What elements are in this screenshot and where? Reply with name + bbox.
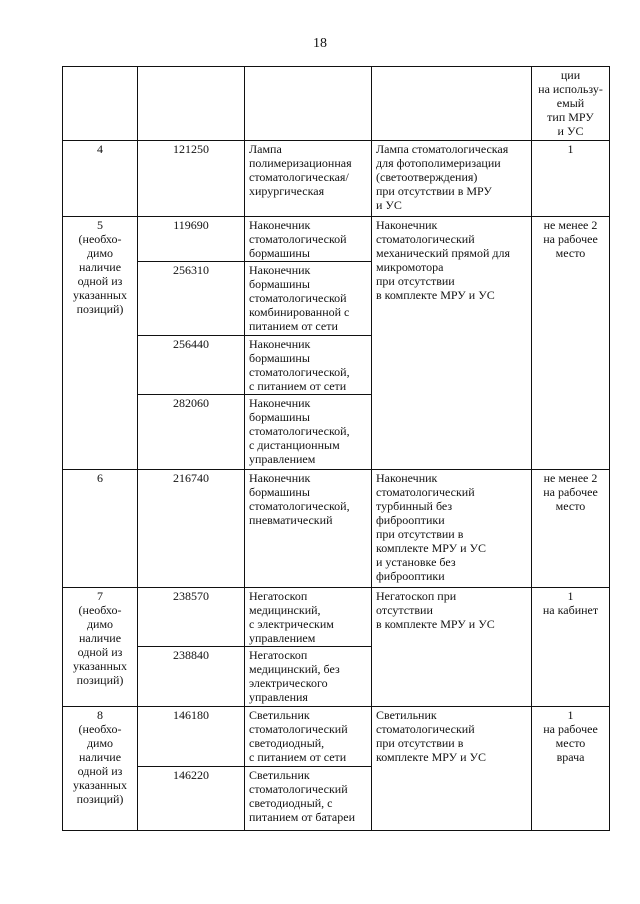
cell-quantity: не менее 2 на рабочее место [532,470,610,588]
cell-name: Негатоскоп медицинский, без электрического управления [245,647,372,707]
cell-quantity: не менее 2 на рабочее место [532,217,610,470]
cell-name: Светильник стоматологический светодиодный, с питанием от сети [245,707,372,767]
table-row [63,588,610,647]
cell-number: 8 (необхо- димо наличие одной из указанных позиций) [63,707,138,831]
cell-code: 216740 [138,470,245,588]
cell-number: 5 (необхо- димо наличие одной из указанных позиций) [63,217,138,470]
table-row [63,707,610,767]
equipment-table [62,66,610,831]
cell-code: 119690 [138,217,245,262]
cell-description: Наконечник стоматологический механический прямой для микромотора при отсутствии в комплекте МРУ и УС [372,217,532,470]
cell-name: Наконечник бормашины стоматологической, с дистанционным управлением [245,395,372,470]
page-number: 18 [313,36,327,51]
cell-description: Негатоскоп при отсутствии в комплекте МРУ и УС [372,588,532,707]
cell-name [245,67,372,141]
cell-quantity-header: ции на использу- емый тип МРУ и УС [532,67,610,141]
cell-name: Наконечник стоматологической бормашины [245,217,372,262]
cell-name: Негатоскоп медицинский, с электрическим управлением [245,588,372,647]
table-row [63,141,610,217]
cell-quantity: 1 на рабочее место врача [532,707,610,831]
cell-number [63,67,138,141]
cell-quantity: 1 [532,141,610,217]
cell-description: Светильник стоматологический при отсутствии в комплекте МРУ и УС [372,707,532,831]
table-row [63,217,610,262]
cell-code: 256310 [138,262,245,336]
cell-name: Лампа полимеризационная стоматологическая/ хирургическая [245,141,372,217]
table-row [63,470,610,588]
cell-code: 146180 [138,707,245,767]
cell-code: 256440 [138,336,245,395]
cell-name: Наконечник бормашины стоматологической комбинированной с питанием от сети [245,262,372,336]
cell-name: Наконечник бормашины стоматологической, с питанием от сети [245,336,372,395]
cell-description [372,67,532,141]
cell-description: Наконечник стоматологический турбинный без фиброоптики при отсутствии в комплекте МРУ и УС и установке без фиброоптики [372,470,532,588]
cell-description: Лампа стоматологическая для фотополимеризации (светоотверждения) при отсутствии в МРУ и УС [372,141,532,217]
cell-code: 238840 [138,647,245,707]
cell-number: 4 [63,141,138,217]
cell-code: 146220 [138,767,245,831]
cell-code: 282060 [138,395,245,470]
cell-code: 121250 [138,141,245,217]
cell-code [138,67,245,141]
table-row-header-continuation [63,67,610,141]
cell-code: 238570 [138,588,245,647]
cell-quantity: 1 на кабинет [532,588,610,707]
cell-number: 6 [63,470,138,588]
cell-name: Наконечник бормашины стоматологической, пневматический [245,470,372,588]
cell-number: 7 (необхо- димо наличие одной из указанных позиций) [63,588,138,707]
cell-name: Светильник стоматологический светодиодный, с питанием от батареи [245,767,372,831]
